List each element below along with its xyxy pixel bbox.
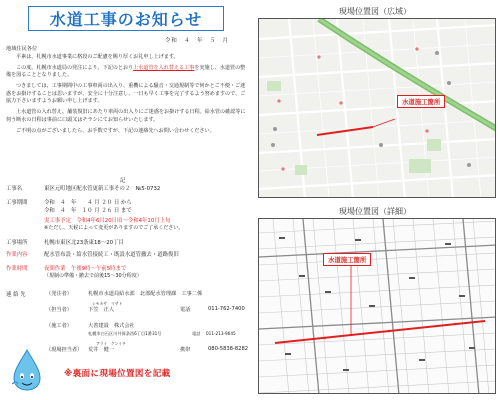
- value-period-end: 令和 ４ 年 １０ 月 ２６ 日 まで: [44, 208, 132, 214]
- label-hours: 作業時間: [6, 266, 28, 272]
- row-actual-note: [44, 224, 183, 231]
- ki-mark: 記: [120, 178, 126, 184]
- contact-contractor: [46, 322, 135, 329]
- purpose-text-2: を実施し、水道管の整備を図ることとなりました。: [6, 65, 246, 79]
- contact-role: （施工者）: [46, 323, 72, 329]
- contact-tel-label: 電話: [192, 331, 201, 336]
- notice-date: 令和 ４ 年 ５ 月: [165, 38, 229, 44]
- detail-map-canvas: [259, 219, 496, 394]
- value-period-start: 令和 ４ 年 ４ 月 ２０ 日 から: [44, 200, 132, 206]
- paragraph-purpose: [6, 65, 248, 80]
- detail-area-map: [258, 218, 496, 394]
- map-column: [252, 0, 498, 400]
- row-hours: [6, 264, 126, 272]
- addressee: 地域住民各位: [6, 46, 38, 52]
- value-name: 東区元町地区配水管更新工事その２ №5-0732: [44, 186, 161, 192]
- contact-tel: 080-5838-8282: [208, 346, 249, 352]
- wide-map-canvas: [259, 19, 496, 198]
- furigana-person: シモカサ マサト: [92, 301, 123, 306]
- row-name: [6, 184, 160, 192]
- wide-area-map: [258, 18, 496, 198]
- water-drop-mascot-icon: [10, 348, 44, 392]
- row-period: [6, 198, 132, 206]
- label-contacts: 連 絡 先: [6, 292, 26, 298]
- purpose-text-1: この度、札幌市水道局の発注により、下記のとおり: [16, 65, 134, 71]
- contact-address: 札幌市白石区川井保条西6丁目1番31号: [88, 331, 162, 336]
- contact-tel-label: 電話: [180, 307, 191, 313]
- contact-orderer: [46, 290, 202, 297]
- label-name: 工事名: [6, 186, 23, 192]
- row-actual-plan: [44, 216, 170, 224]
- furigana-site-manager: アライ ケンイチ: [96, 341, 126, 346]
- contact-person: [46, 306, 245, 313]
- row-content: [6, 250, 179, 258]
- value-actual-plan: 実工事予定 令和4年6月20日頃～令和4年10月上旬: [44, 218, 171, 224]
- contact-role: （現場担当者）: [46, 347, 83, 353]
- detail-map-callout: 水道施工箇所: [323, 253, 371, 266]
- contact-org: 荒井 健一: [88, 347, 114, 353]
- value-content: 配水管布設・給水管接続工・既設水道管撤去・道路復旧: [44, 252, 179, 258]
- paragraph-contact: ご不明の点がございましたら、お手数ですが、下記の連絡先へお問い合わせください。: [16, 127, 215, 134]
- contact-tel: 011-213-9645: [206, 331, 236, 336]
- purpose-highlight: 上水道管を入れ替える工事: [133, 65, 195, 71]
- label-period: 工事期間: [6, 200, 28, 206]
- contact-tel-label: 携帯: [180, 347, 191, 353]
- notice-title-box: [28, 6, 224, 31]
- wide-map-title: 現場位置図（広域）: [339, 7, 411, 16]
- contact-org: 大善建設 株式会社: [88, 323, 135, 329]
- paragraph-schedule: 上水道管の入れ替え、舗装復旧にあたり車両の出入りにご迷惑をお掛けする日程。給水管の確認等に伺う断水の日程は事前に口頭又はチラシにてお知らせいたします。: [6, 109, 246, 123]
- notice-body: [6, 54, 248, 139]
- contact-site-manager: [46, 346, 248, 353]
- value-location: 札幌市東区北23条東18～20丁目: [44, 240, 124, 246]
- contact-role: （担当者）: [46, 307, 72, 313]
- contact-contractor-address: [88, 331, 236, 337]
- detail-map-title: 現場位置図（詳細）: [339, 207, 411, 216]
- contact-tel: 011-762-7400: [208, 306, 245, 312]
- value-hours-note: （規制の準備・撤去で前後15～30分程度）: [44, 273, 142, 279]
- paragraph-greeting: 平素は、札幌市水道事業に格段のご配慮を賜り厚くお礼申し上げます。: [16, 54, 179, 60]
- contact-org: 下笠 正人: [88, 307, 114, 313]
- value-actual-note: ※ただし、天候によって変更がありますのでご了承ください。: [44, 225, 184, 231]
- wide-map-callout: 水道施工箇所: [397, 95, 445, 108]
- value-hours: 夜間作業 午後9時～午前5時まで: [44, 266, 127, 272]
- row-location: [6, 238, 124, 246]
- notice-title: 水道工事のお知らせ: [49, 10, 203, 29]
- row-hours-note: [44, 272, 142, 279]
- paragraph-apology: つきましては、工事期間中の工事車両の出入り、重機による騒音・交通規制等で何かとご不便・ご迷惑をお掛けすることは思いますが、安全に十分注意し、一日も早く工事を完了するよう努めますので、ご協力下さいますようお願い申し上げます。: [6, 83, 246, 105]
- row-period-end: [44, 206, 132, 214]
- back-side-note: ※裏面に現場位置図を記載: [64, 369, 171, 379]
- label-content: 作業内容: [6, 252, 28, 258]
- label-location: 工事場所: [6, 240, 28, 246]
- contact-org: 札幌市水道局給水部 北部配水管理課 工事二係: [88, 291, 203, 297]
- contact-role: （発注者）: [46, 291, 72, 297]
